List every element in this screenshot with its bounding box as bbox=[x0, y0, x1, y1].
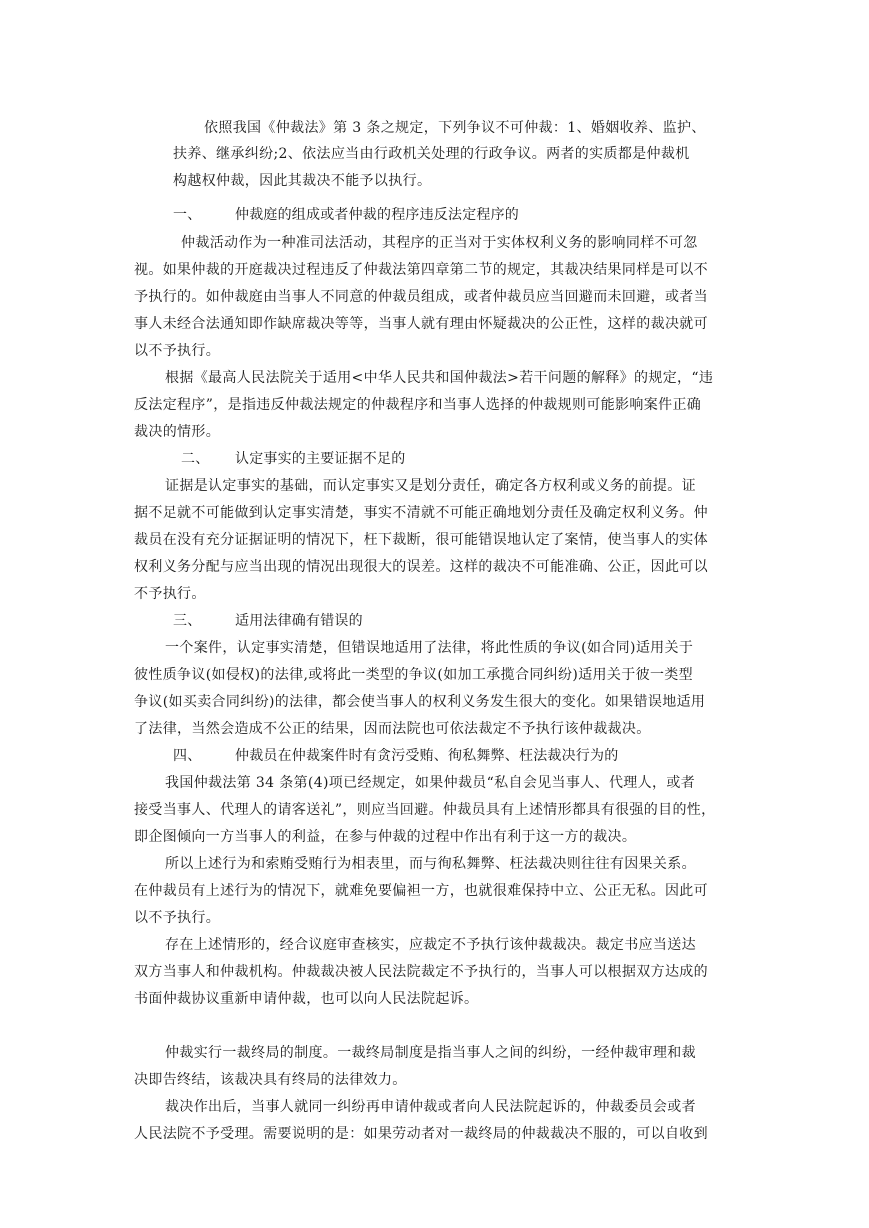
paragraph-line: 决即告终结，该裁决具有终局的法律效力。 bbox=[134, 1072, 407, 1088]
paragraph-line: 我国仲裁法第 34 条第(4)项已经规定，如果仲裁员“私自会见当事人、代理人，或者 bbox=[165, 775, 696, 791]
paragraph-line: 据不足就不可能做到认定事实清楚，事实不清就不可能正确地划分责任及确定权利义务。仲 bbox=[134, 505, 708, 521]
paragraph-line: 书面仲裁协议重新申请仲裁，也可以向人民法院起诉。 bbox=[134, 991, 479, 1007]
section-title: 适用法律确有错误的 bbox=[235, 613, 363, 629]
section-number: 二、 bbox=[181, 451, 210, 467]
paragraph-line: 双方当事人和仲裁机构。仲裁裁决被人民法院裁定不予执行的，当事人可以根据双方达成的 bbox=[134, 964, 708, 980]
paragraph-line: 证据是认定事实的基础，而认定事实又是划分责任，确定各方权利或义务的前提。证 bbox=[165, 478, 696, 494]
paragraph-line: 仲裁活动作为一种准司法活动，其程序的正当对于实体权利义务的影响同样不可忽 bbox=[181, 235, 698, 251]
section-title: 认定事实的主要证据不足的 bbox=[235, 451, 406, 467]
paragraph-line: 仲裁实行一裁终局的制度。一裁终局制度是指当事人之间的纠纷，一经仲裁审理和裁 bbox=[165, 1045, 696, 1061]
section-number: 四、 bbox=[173, 748, 202, 764]
section-heading-1 bbox=[173, 205, 519, 225]
section-title: 仲裁庭的组成或者仲裁的程序违反法定程序的 bbox=[235, 207, 519, 223]
paragraph-line: 以不予执行。 bbox=[134, 343, 221, 359]
paragraph-line: 即企图倾向一方当事人的利益，在参与仲裁的过程中作出有利于这一方的裁决。 bbox=[134, 829, 637, 845]
paragraph-line: 裁决作出后，当事人就同一纠纷再申请仲裁或者向人民法院起诉的，仲裁委员会或者 bbox=[165, 1099, 696, 1115]
section-heading-4 bbox=[173, 746, 618, 766]
paragraph-line: 一个案件，认定事实清楚，但错误地适用了法律，将此性质的争议(如合同)适用关于 bbox=[165, 640, 694, 656]
paragraph-line: 根据《最高人民法院关于适用<中华人民共和国仲裁法>若干问题的解释》的规定，“违 bbox=[165, 370, 714, 386]
paragraph-line: 不予执行。 bbox=[134, 586, 206, 602]
paragraph-line: 接受当事人、代理人的请客送礼”，则应当回避。仲裁员具有上述情形都具有很强的目的性， bbox=[134, 802, 716, 818]
paragraph-line: 彼性质争议(如侵权)的法律,或将此一类型的争议(如加工承揽合同纠纷)适用关于彼一类型 bbox=[134, 667, 693, 683]
intro-line-2: 扶养、继承纠纷;2、依法应当由行政机关处理的行政争议。两者的实质都是仲裁机 bbox=[173, 146, 690, 162]
paragraph-line: 存在上述情形的，经合议庭审查核实，应裁定不予执行该仲裁裁决。裁定书应当送达 bbox=[165, 937, 696, 953]
paragraph-line: 视。如果仲裁的开庭裁决过程违反了仲裁法第四章第二节的规定，其裁决结果同样是可以不 bbox=[134, 262, 708, 278]
intro-line-3: 构越权仲裁，因此其裁决不能予以执行。 bbox=[173, 173, 432, 189]
intro-line-1: 依照我国《仲裁法》第 3 条之规定，下列争议不可仲裁：1、婚姻收养、监护、 bbox=[204, 120, 706, 136]
section-heading-2 bbox=[181, 449, 405, 469]
section-number: 三、 bbox=[173, 613, 202, 629]
section-number: 一、 bbox=[173, 207, 202, 223]
paragraph-line: 裁员在没有充分证据证明的情况下，枉下裁断，很可能错误地认定了案情，使当事人的实体 bbox=[134, 532, 708, 548]
paragraph-line: 了法律，当然会造成不公正的结果，因而法院也可依法裁定不予执行该仲裁裁决。 bbox=[134, 721, 651, 737]
paragraph-line: 裁决的情形。 bbox=[134, 424, 221, 440]
paragraph-line: 人民法院不予受理。需要说明的是：如果劳动者对一裁终局的仲裁裁决不服的，可以自收到 bbox=[134, 1126, 708, 1142]
paragraph-line: 予执行的。如仲裁庭由当事人不同意的仲裁员组成，或者仲裁员应当回避而未回避，或者当 bbox=[134, 289, 708, 305]
paragraph-line: 所以上述行为和索贿受贿行为相表里，而与徇私舞弊、枉法裁决则往往有因果关系。 bbox=[165, 856, 696, 872]
paragraph-line: 以不予执行。 bbox=[134, 910, 221, 926]
paragraph-line: 反法定程序”，是指违反仲裁法规定的仲裁程序和当事人选择的仲裁规则可能影响案件正确 bbox=[134, 397, 702, 413]
section-title: 仲裁员在仲裁案件时有贪污受贿、徇私舞弊、枉法裁决行为的 bbox=[235, 748, 619, 764]
section-heading-3 bbox=[173, 611, 363, 631]
paragraph-line: 争议(如买卖合同纠纷)的法律，都会使当事人的权利义务发生很大的变化。如果错误地适用 bbox=[134, 694, 706, 710]
paragraph-line: 事人未经合法通知即作缺席裁决等等，当事人就有理由怀疑裁决的公正性，这样的裁决就可 bbox=[134, 316, 708, 332]
paragraph-line: 在仲裁员有上述行为的情况下，就难免要偏袒一方，也就很难保持中立、公正无私。因此可 bbox=[134, 883, 708, 899]
paragraph-line: 权利义务分配与应当出现的情况出现很大的误差。这样的裁决不可能准确、公正，因此可以 bbox=[134, 559, 708, 575]
